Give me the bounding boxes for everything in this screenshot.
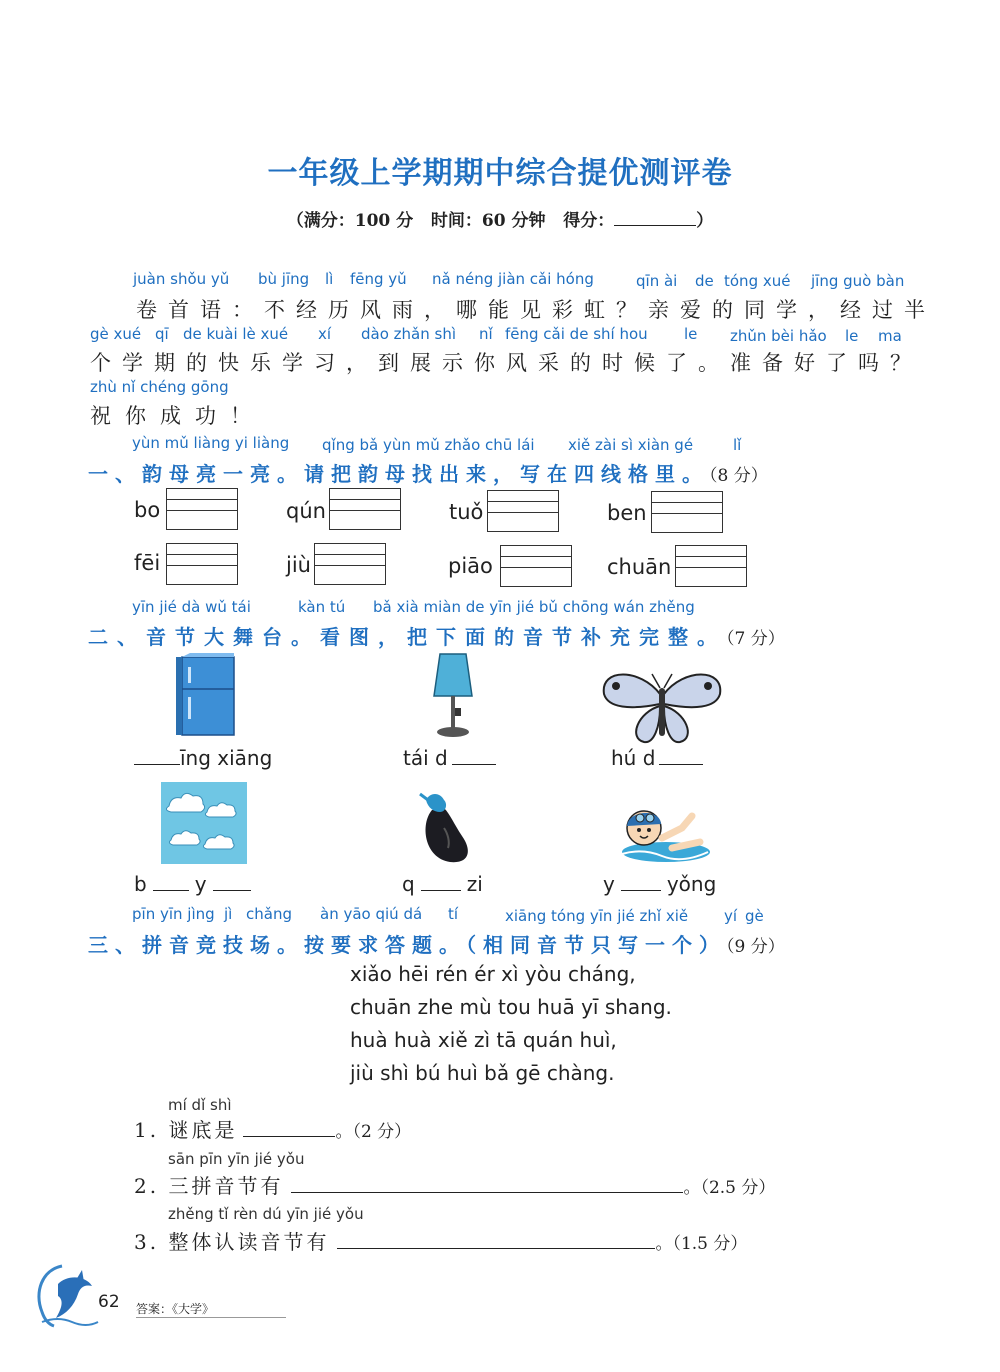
dolphin-icon: [28, 1262, 100, 1332]
butterfly-syllable: hú d: [611, 746, 656, 770]
s3-py-4: àn yāo qiú dá: [320, 905, 423, 923]
page-title: 一年级上学期期中综合提优测评卷: [267, 156, 733, 191]
q3-blank[interactable]: [337, 1232, 655, 1249]
preface-py-21: zhù nǐ chéng gōng: [90, 378, 229, 396]
preface-py-2: bù jīng: [258, 270, 310, 288]
q1-text: 1. 谜底是: [134, 1118, 238, 1142]
page-number: 62: [98, 1292, 120, 1312]
answer-clouds: [134, 872, 251, 896]
butterfly-icon: [600, 668, 724, 746]
s3-py-2: jì: [224, 905, 233, 923]
question-3: [134, 1226, 747, 1255]
answer-butterfly: [611, 746, 703, 770]
s1-py-3: xiě zài sì xiàn gé: [568, 436, 694, 454]
blank[interactable]: [153, 874, 189, 891]
swim-syllable: yǒng: [666, 872, 717, 896]
syllable-fei: fēi: [134, 551, 161, 575]
blank[interactable]: [213, 874, 251, 891]
preface-py-1: juàn shǒu yǔ: [133, 270, 230, 288]
q1-points: 。（2 分）: [335, 1122, 412, 1142]
footer-answer: 答案：《大学》: [136, 1300, 286, 1318]
question-2: [134, 1170, 775, 1199]
syllable-piao: piāo: [448, 554, 493, 578]
four-line-grid[interactable]: [487, 490, 559, 532]
four-line-grid[interactable]: [675, 545, 747, 587]
swimmer-icon: [612, 798, 712, 868]
preface-py-16: fēng cǎi de shí hou: [505, 325, 648, 343]
poem-line-1: xiǎo hēi rén ér xì yòu cháng,: [350, 962, 636, 986]
s1-py-2: qǐng bǎ yùn mǔ zhǎo chū lái: [322, 436, 535, 454]
preface-line-1: 卷首语：不经历风雨，哪能见彩虹？亲爱的同学，经过半: [136, 298, 936, 322]
syllable-jiu: jiù: [286, 553, 311, 577]
four-line-grid[interactable]: [166, 543, 238, 585]
lamp-icon: [428, 652, 478, 742]
section2-heading-text: 二、音节大舞台。看图，把下面的音节补充完整。: [88, 625, 726, 649]
preface-py-12: de kuài lè xué: [183, 325, 289, 343]
s2-py-1: yīn jié dà wǔ tái: [132, 598, 251, 616]
four-line-grid[interactable]: [651, 491, 723, 533]
poem-line-4: jiù shì bú huì bǎ gē chàng.: [350, 1061, 615, 1085]
four-line-grid[interactable]: [329, 488, 401, 530]
syllable-tuo: tuǒ: [449, 500, 484, 524]
eggplant-initial: q: [402, 872, 415, 896]
q2-py: sān pīn yīn jié yǒu: [168, 1150, 305, 1168]
preface-py-14: dào zhǎn shì: [361, 325, 456, 343]
four-line-grid[interactable]: [500, 545, 572, 587]
eggplant-syllable: zi: [466, 872, 483, 896]
lamp-syllable: tái d: [403, 746, 448, 770]
score-line: [0, 206, 1000, 231]
q2-blank[interactable]: [291, 1176, 683, 1193]
preface-py-11: qī: [155, 325, 169, 343]
clouds-initial: b: [134, 872, 147, 896]
blank[interactable]: [621, 874, 661, 891]
q3-points: 。（1.5 分）: [655, 1234, 748, 1254]
preface-line-3: 祝你成功！: [90, 404, 265, 428]
q2-points: 。（2.5 分）: [683, 1178, 776, 1198]
preface-py-13: xí: [318, 325, 332, 343]
eggplant-icon: [414, 790, 474, 866]
poem-line-3: huà huà xiě zì tā quán huì,: [350, 1028, 617, 1052]
preface-py-19: le: [845, 327, 859, 345]
s3-py-5: tí: [448, 905, 459, 923]
fridge-syllable: īng xiāng: [180, 746, 273, 770]
clouds-icon: [161, 782, 247, 864]
time-limit: 时间：60 分钟: [430, 211, 546, 231]
section2-points: （7 分）: [726, 629, 785, 649]
s1-py-1: yùn mǔ liàng yi liàng: [132, 434, 290, 452]
answer-lamp: [403, 746, 496, 770]
preface-py-8: tóng xué: [724, 272, 791, 290]
preface-py-7: de: [695, 272, 714, 290]
s3-py-1: pīn yīn jìng: [132, 905, 215, 923]
section3-heading-text: 三、拼音竞技场。按要求答题。（相同音节只写一个）: [88, 933, 726, 957]
score-blank[interactable]: [614, 211, 696, 226]
s3-py-8: gè: [745, 907, 764, 925]
q1-blank[interactable]: [243, 1120, 335, 1137]
s3-py-6: xiāng tóng yīn jié zhǐ xiě: [505, 907, 689, 925]
section3-points: （9 分）: [726, 937, 785, 957]
preface-py-20: ma: [878, 327, 902, 345]
section1-heading: [88, 458, 768, 487]
preface-py-4: fēng yǔ: [350, 270, 407, 288]
four-line-grid[interactable]: [166, 488, 238, 530]
preface-py-9: jīng guò bàn: [811, 272, 905, 290]
blank[interactable]: [134, 748, 180, 765]
preface-line-2: 个学期的快乐学习，到展示你风采的时候了。准备好了吗？: [90, 351, 922, 375]
fridge-icon: [176, 653, 236, 737]
poem-line-2: chuān zhe mù tou huā yī shang.: [350, 995, 672, 1019]
full-score: （满分：100 分: [286, 211, 414, 231]
syllable-ben: ben: [607, 501, 647, 525]
preface-py-3: lì: [325, 270, 334, 288]
preface-py-10: gè xué: [90, 325, 142, 343]
blank[interactable]: [452, 748, 496, 765]
answer-swim: [603, 872, 716, 896]
preface-py-18: zhǔn bèi hǎo: [730, 327, 827, 345]
s2-py-2: kàn tú: [298, 598, 346, 616]
syllable-qun: qún: [286, 499, 326, 523]
blank[interactable]: [659, 748, 703, 765]
answer-fridge: [134, 746, 272, 770]
q2-text: 2. 三拼音节有: [134, 1174, 284, 1198]
section3-heading: [88, 929, 785, 958]
section1-points: （8 分）: [709, 466, 768, 486]
preface-py-5: nǎ néng jiàn cǎi hóng: [432, 270, 594, 288]
section2-heading: [88, 621, 785, 650]
s3-py-7: yí: [724, 907, 738, 925]
q3-text: 3. 整体认读音节有: [134, 1230, 330, 1254]
s1-py-4: lǐ: [733, 436, 742, 454]
q3-py: zhěng tǐ rèn dú yīn jié yǒu: [168, 1205, 364, 1223]
s3-py-3: chǎng: [246, 905, 292, 923]
syllable-chuan: chuān: [607, 555, 672, 579]
question-1: [134, 1114, 411, 1143]
clouds-initial-2: y: [194, 872, 207, 896]
four-line-grid[interactable]: [314, 543, 386, 585]
preface-py-6: qīn ài: [636, 272, 678, 290]
score-label: 得分：: [563, 211, 615, 231]
s2-py-3: bǎ xià miàn de yīn jié bǔ chōng wán zhěng: [373, 598, 695, 616]
preface-py-17: le: [684, 325, 698, 343]
section1-heading-text: 一、韵母亮一亮。请把韵母找出来，写在四线格里。: [88, 462, 709, 486]
swim-initial: y: [603, 872, 615, 896]
score-close: ）: [696, 211, 714, 231]
q1-py: mí dǐ shì: [168, 1096, 232, 1114]
blank[interactable]: [421, 874, 461, 891]
answer-eggplant: [402, 872, 483, 896]
preface-py-15: nǐ: [479, 325, 493, 343]
syllable-bo: bo: [134, 498, 161, 522]
